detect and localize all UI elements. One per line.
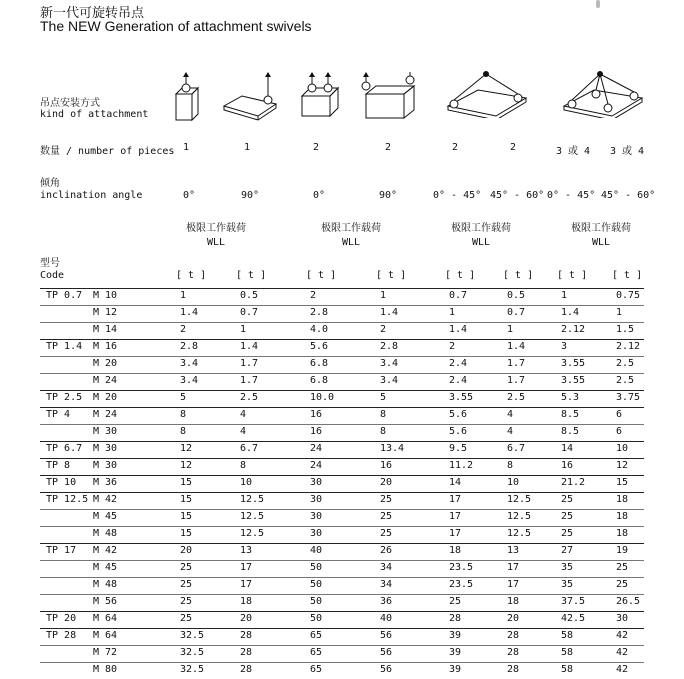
- thread-size: M 10: [93, 290, 118, 301]
- single-vertical-icon: [172, 72, 202, 124]
- wll-header: [546, 222, 656, 250]
- double-sling-icon: [444, 70, 530, 118]
- wll-value: 19: [616, 545, 629, 556]
- wll-value: 40: [310, 545, 323, 556]
- wll-value: 25: [561, 511, 574, 522]
- model-code: TP 8: [46, 460, 71, 471]
- thread-size: M 80: [93, 664, 118, 675]
- scrollbar-thumb[interactable]: [596, 0, 600, 8]
- wll-value: 39: [449, 630, 462, 641]
- table-row: [40, 526, 644, 543]
- wll-value: 2.5: [240, 392, 259, 403]
- wll-value: 15: [180, 511, 193, 522]
- wll-value: 5.3: [561, 392, 580, 403]
- wll-value: 28: [507, 630, 520, 641]
- wll-value: 20: [180, 545, 193, 556]
- thread-size: M 30: [93, 460, 118, 471]
- wll-value: 0.7: [507, 307, 526, 318]
- thread-size: M 20: [93, 358, 118, 369]
- wll-value: 1: [380, 290, 387, 301]
- wll-value: 50: [310, 562, 323, 573]
- thread-size: M 20: [93, 392, 118, 403]
- pieces-value: 3 或 4: [556, 146, 591, 157]
- thread-size: M 24: [93, 375, 118, 386]
- wll-value: 58: [561, 647, 574, 658]
- wll-value: 1: [240, 324, 247, 335]
- wll-value: 36: [380, 596, 393, 607]
- wll-value: 1.4: [449, 324, 468, 335]
- thread-size: M 30: [93, 426, 118, 437]
- wll-value: 4: [507, 409, 514, 420]
- unit-header: [ t ]: [306, 270, 337, 281]
- wll-value: 15: [180, 494, 193, 505]
- wll-header-cn: 极限工作载荷: [186, 223, 246, 234]
- angle-value: 90°: [379, 190, 398, 201]
- model-code: TP 6.7: [46, 443, 83, 454]
- wll-value: 25: [380, 528, 393, 539]
- wll-value: 3: [561, 341, 568, 352]
- wll-value: 14: [449, 477, 462, 488]
- table-row: [40, 390, 644, 407]
- angle-value: 90°: [241, 190, 260, 201]
- wll-value: 1.7: [240, 358, 259, 369]
- wll-value: 28: [240, 647, 253, 658]
- table-row: [40, 407, 644, 424]
- wll-value: 2.5: [507, 392, 526, 403]
- wll-value: 3.55: [561, 375, 586, 386]
- wll-value: 1.4: [180, 307, 199, 318]
- wll-value: 3.4: [180, 375, 199, 386]
- wll-value: 1: [449, 307, 456, 318]
- wll-value: 42: [616, 664, 629, 675]
- wll-value: 15: [180, 528, 193, 539]
- wll-value: 15: [616, 477, 629, 488]
- wll-value: 25: [616, 579, 629, 590]
- wll-value: 2.12: [561, 324, 586, 335]
- wll-value: 17: [240, 579, 253, 590]
- wll-value: 37.5: [561, 596, 586, 607]
- wll-value: 28: [507, 647, 520, 658]
- kind-label-cn: 吊点安装方式: [40, 98, 100, 109]
- model-code: TP 4: [46, 409, 71, 420]
- double-side-icon: [360, 72, 418, 124]
- wll-value: 28: [240, 630, 253, 641]
- wll-header-en: WLL: [341, 237, 361, 248]
- wll-value: 16: [310, 426, 323, 437]
- wll-value: 5.6: [449, 426, 468, 437]
- wll-value: 0.7: [449, 290, 468, 301]
- wll-value: 5.6: [449, 409, 468, 420]
- angle-label-cn: 倾角: [40, 178, 60, 189]
- wll-value: 30: [310, 528, 323, 539]
- wll-header-cn: 极限工作载荷: [321, 223, 381, 234]
- model-code: TP 0.7: [46, 290, 83, 301]
- wll-value: 3.4: [380, 358, 399, 369]
- wll-value: 4: [507, 426, 514, 437]
- wll-value: 50: [310, 579, 323, 590]
- wll-value: 1: [616, 307, 623, 318]
- wll-value: 12.5: [507, 494, 532, 505]
- wll-value: 5.6: [310, 341, 329, 352]
- unit-header: [ t ]: [612, 270, 643, 281]
- table-row: [40, 475, 644, 492]
- code-label-en: Code: [40, 270, 65, 281]
- wll-value: 65: [310, 664, 323, 675]
- wll-value: 17: [240, 562, 253, 573]
- wll-value: 25: [561, 494, 574, 505]
- wll-value: 20: [380, 477, 393, 488]
- wll-value: 8: [507, 460, 514, 471]
- wll-value: 12.5: [507, 511, 532, 522]
- table-row: [40, 458, 644, 475]
- wll-value: 3.4: [180, 358, 199, 369]
- pieces-value: 2: [452, 142, 459, 153]
- pieces-value: 2: [313, 142, 320, 153]
- wll-value: 25: [180, 613, 193, 624]
- wll-value: 56: [380, 664, 393, 675]
- wll-value: 2: [180, 324, 187, 335]
- wll-value: 2.8: [380, 341, 399, 352]
- wll-value: 30: [616, 613, 629, 624]
- wll-value: 25: [380, 511, 393, 522]
- wll-value: 1: [561, 290, 568, 301]
- wll-value: 8: [180, 409, 187, 420]
- unit-header: [ t ]: [176, 270, 207, 281]
- table-row: [40, 662, 644, 679]
- model-code: TP 2.5: [46, 392, 83, 403]
- table-row: [40, 577, 644, 594]
- table-row: [40, 339, 644, 356]
- wll-value: 18: [449, 545, 462, 556]
- wll-value: 12.5: [240, 494, 265, 505]
- table-row: [40, 373, 644, 390]
- wll-value: 16: [561, 460, 574, 471]
- wll-value: 30: [310, 511, 323, 522]
- wll-value: 2: [380, 324, 387, 335]
- model-code: TP 10: [46, 477, 77, 488]
- table-row: [40, 305, 644, 322]
- thread-size: M 24: [93, 409, 118, 420]
- wll-value: 4: [240, 409, 247, 420]
- wll-value: 25: [616, 562, 629, 573]
- wll-value: 17: [507, 562, 520, 573]
- wll-value: 1: [507, 324, 514, 335]
- pieces-label: 数量 / number of pieces: [40, 146, 175, 157]
- table-row: [40, 594, 644, 611]
- wll-value: 2.5: [616, 375, 635, 386]
- thread-size: M 45: [93, 511, 118, 522]
- wll-value: 1.7: [507, 375, 526, 386]
- wll-value: 42: [616, 647, 629, 658]
- wll-value: 50: [310, 596, 323, 607]
- model-code: TP 28: [46, 630, 77, 641]
- wll-value: 17: [507, 579, 520, 590]
- wll-value: 3.55: [561, 358, 586, 369]
- wll-value: 56: [380, 647, 393, 658]
- wll-value: 39: [449, 647, 462, 658]
- thread-size: M 72: [93, 647, 118, 658]
- wll-value: 8: [380, 409, 387, 420]
- wll-value: 17: [449, 511, 462, 522]
- wll-value: 10: [616, 443, 629, 454]
- wll-value: 1.7: [240, 375, 259, 386]
- wll-value: 14: [561, 443, 574, 454]
- table-row: [40, 322, 644, 339]
- wll-value: 10.0: [310, 392, 335, 403]
- wll-value: 8: [240, 460, 247, 471]
- wll-value: 1.5: [616, 324, 635, 335]
- wll-value: 25: [561, 528, 574, 539]
- wll-value: 8.5: [561, 409, 580, 420]
- wll-value: 5: [380, 392, 387, 403]
- wll-value: 2.5: [616, 358, 635, 369]
- unit-header: [ t ]: [503, 270, 534, 281]
- thread-size: M 64: [93, 613, 118, 624]
- thread-size: M 48: [93, 579, 118, 590]
- table-row: [40, 543, 644, 560]
- wll-value: 42.5: [561, 613, 586, 624]
- wll-value: 20: [507, 613, 520, 624]
- wll-value: 6.8: [310, 375, 329, 386]
- title-english: The NEW Generation of attachment swivels: [40, 18, 312, 34]
- wll-value: 1.4: [507, 341, 526, 352]
- wll-value: 24: [310, 460, 323, 471]
- model-code: TP 1.4: [46, 341, 83, 352]
- wll-value: 23.5: [449, 562, 474, 573]
- wll-value: 58: [561, 664, 574, 675]
- angle-value: 45° - 60°: [601, 190, 656, 201]
- wll-value: 10: [240, 477, 253, 488]
- wll-value: 40: [380, 613, 393, 624]
- wll-value: 0.75: [616, 290, 641, 301]
- angle-label-en: inclination angle: [40, 190, 143, 201]
- wll-value: 20: [240, 613, 253, 624]
- kind-label-en: kind of attachment: [40, 109, 149, 120]
- wll-header-en: WLL: [471, 237, 491, 248]
- wll-value: 30: [310, 494, 323, 505]
- wll-value: 65: [310, 647, 323, 658]
- wll-value: 6: [616, 409, 623, 420]
- thread-size: M 42: [93, 494, 118, 505]
- pieces-value: 3 或 4: [610, 146, 645, 157]
- wll-value: 13: [507, 545, 520, 556]
- wll-value: 39: [449, 664, 462, 675]
- wll-value: 3.55: [449, 392, 474, 403]
- wll-value: 12.5: [240, 511, 265, 522]
- wll-value: 13: [240, 545, 253, 556]
- wll-value: 1.4: [380, 307, 399, 318]
- thread-size: M 64: [93, 630, 118, 641]
- wll-value: 1: [180, 290, 187, 301]
- wll-value: 6.7: [240, 443, 259, 454]
- wll-header-cn: 极限工作载荷: [571, 223, 631, 234]
- wll-value: 17: [449, 494, 462, 505]
- wll-value: 17: [449, 528, 462, 539]
- wll-value: 26.5: [616, 596, 641, 607]
- wll-value: 2: [449, 341, 456, 352]
- wll-value: 28: [507, 664, 520, 675]
- wll-value: 12: [180, 443, 193, 454]
- wll-value: 18: [240, 596, 253, 607]
- wll-value: 23.5: [449, 579, 474, 590]
- wll-value: 58: [561, 630, 574, 641]
- single-side-icon: [220, 72, 280, 124]
- table-row: [40, 441, 644, 458]
- wll-value: 1.4: [240, 341, 259, 352]
- thread-size: M 36: [93, 477, 118, 488]
- wll-value: 15: [180, 477, 193, 488]
- wll-value: 5: [180, 392, 187, 403]
- wll-value: 6: [616, 426, 623, 437]
- wll-value: 16: [310, 409, 323, 420]
- wll-value: 12.5: [507, 528, 532, 539]
- table-row: [40, 611, 644, 628]
- wll-value: 25: [180, 562, 193, 573]
- code-label-cn: 型号: [40, 258, 60, 269]
- wll-value: 2.4: [449, 375, 468, 386]
- wll-value: 8.5: [561, 426, 580, 437]
- wll-value: 32.5: [180, 647, 205, 658]
- wll-value: 65: [310, 630, 323, 641]
- model-code: TP 17: [46, 545, 77, 556]
- wll-value: 6.7: [507, 443, 526, 454]
- wll-value: 2.12: [616, 341, 641, 352]
- wll-value: 25: [380, 494, 393, 505]
- table-row: [40, 288, 644, 305]
- wll-value: 16: [380, 460, 393, 471]
- wll-value: 11.2: [449, 460, 474, 471]
- wll-value: 3.75: [616, 392, 641, 403]
- table-row: [40, 560, 644, 577]
- wll-header-cn: 极限工作载荷: [451, 223, 511, 234]
- wll-value: 30: [310, 477, 323, 488]
- wll-value: 28: [449, 613, 462, 624]
- wll-value: 0.5: [240, 290, 259, 301]
- wll-value: 6.8: [310, 358, 329, 369]
- load-table: [40, 288, 644, 679]
- unit-header: [ t ]: [236, 270, 267, 281]
- wll-value: 25: [449, 596, 462, 607]
- thread-size: M 12: [93, 307, 118, 318]
- double-vertical-icon: [296, 72, 342, 124]
- wll-value: 8: [380, 426, 387, 437]
- wll-value: 10: [507, 477, 520, 488]
- wll-value: 42: [616, 630, 629, 641]
- wll-value: 18: [616, 528, 629, 539]
- table-row: [40, 509, 644, 526]
- wll-header-en: WLL: [591, 237, 611, 248]
- wll-value: 13.4: [380, 443, 405, 454]
- wll-value: 28: [240, 664, 253, 675]
- wll-value: 18: [616, 494, 629, 505]
- wll-value: 50: [310, 613, 323, 624]
- pieces-value: 1: [244, 142, 251, 153]
- wll-value: 4.0: [310, 324, 329, 335]
- unit-header: [ t ]: [376, 270, 407, 281]
- unit-header: [ t ]: [557, 270, 588, 281]
- multi-sling-icon: [560, 70, 646, 118]
- table-row: [40, 356, 644, 373]
- wll-value: 1.7: [507, 358, 526, 369]
- pieces-value: 2: [385, 142, 392, 153]
- wll-value: 0.7: [240, 307, 259, 318]
- wll-header: [296, 222, 406, 250]
- wll-value: 2: [310, 290, 317, 301]
- wll-value: 2.8: [310, 307, 329, 318]
- table-row: [40, 492, 644, 509]
- wll-value: 27: [561, 545, 574, 556]
- wll-value: 18: [507, 596, 520, 607]
- wll-value: 3.4: [380, 375, 399, 386]
- thread-size: M 42: [93, 545, 118, 556]
- wll-value: 2.8: [180, 341, 199, 352]
- wll-value: 1.4: [561, 307, 580, 318]
- thread-size: M 45: [93, 562, 118, 573]
- wll-header: [161, 222, 271, 250]
- wll-value: 24: [310, 443, 323, 454]
- wll-value: 25: [180, 579, 193, 590]
- wll-value: 18: [616, 511, 629, 522]
- wll-value: 4: [240, 426, 247, 437]
- angle-value: 0° - 45°: [547, 190, 596, 201]
- thread-size: M 16: [93, 341, 118, 352]
- angle-value: 0° - 45°: [433, 190, 482, 201]
- angle-value: 0°: [183, 190, 196, 201]
- wll-value: 56: [380, 630, 393, 641]
- wll-value: 32.5: [180, 664, 205, 675]
- wll-value: 25: [180, 596, 193, 607]
- wll-value: 26: [380, 545, 393, 556]
- wll-value: 12: [180, 460, 193, 471]
- wll-value: 9.5: [449, 443, 468, 454]
- model-code: TP 12.5: [46, 494, 89, 505]
- wll-value: 35: [561, 579, 574, 590]
- table-row: [40, 424, 644, 441]
- wll-value: 8: [180, 426, 187, 437]
- unit-header: [ t ]: [445, 270, 476, 281]
- thread-size: M 56: [93, 596, 118, 607]
- model-code: TP 20: [46, 613, 77, 624]
- angle-value: 0°: [313, 190, 326, 201]
- pieces-value: 1: [183, 142, 190, 153]
- wll-header-en: WLL: [206, 237, 226, 248]
- wll-value: 21.2: [561, 477, 586, 488]
- wll-value: 34: [380, 562, 393, 573]
- wll-value: 32.5: [180, 630, 205, 641]
- wll-value: 12.5: [240, 528, 265, 539]
- wll-value: 12: [616, 460, 629, 471]
- thread-size: M 30: [93, 443, 118, 454]
- thread-size: M 48: [93, 528, 118, 539]
- table-row: [40, 628, 644, 645]
- wll-value: 35: [561, 562, 574, 573]
- thread-size: M 14: [93, 324, 118, 335]
- title-chinese: 新一代可旋转吊点: [40, 6, 145, 21]
- wll-value: 0.5: [507, 290, 526, 301]
- pieces-value: 2: [510, 142, 517, 153]
- angle-value: 45° - 60°: [490, 190, 545, 201]
- wll-value: 2.4: [449, 358, 468, 369]
- wll-header: [426, 222, 536, 250]
- wll-value: 34: [380, 579, 393, 590]
